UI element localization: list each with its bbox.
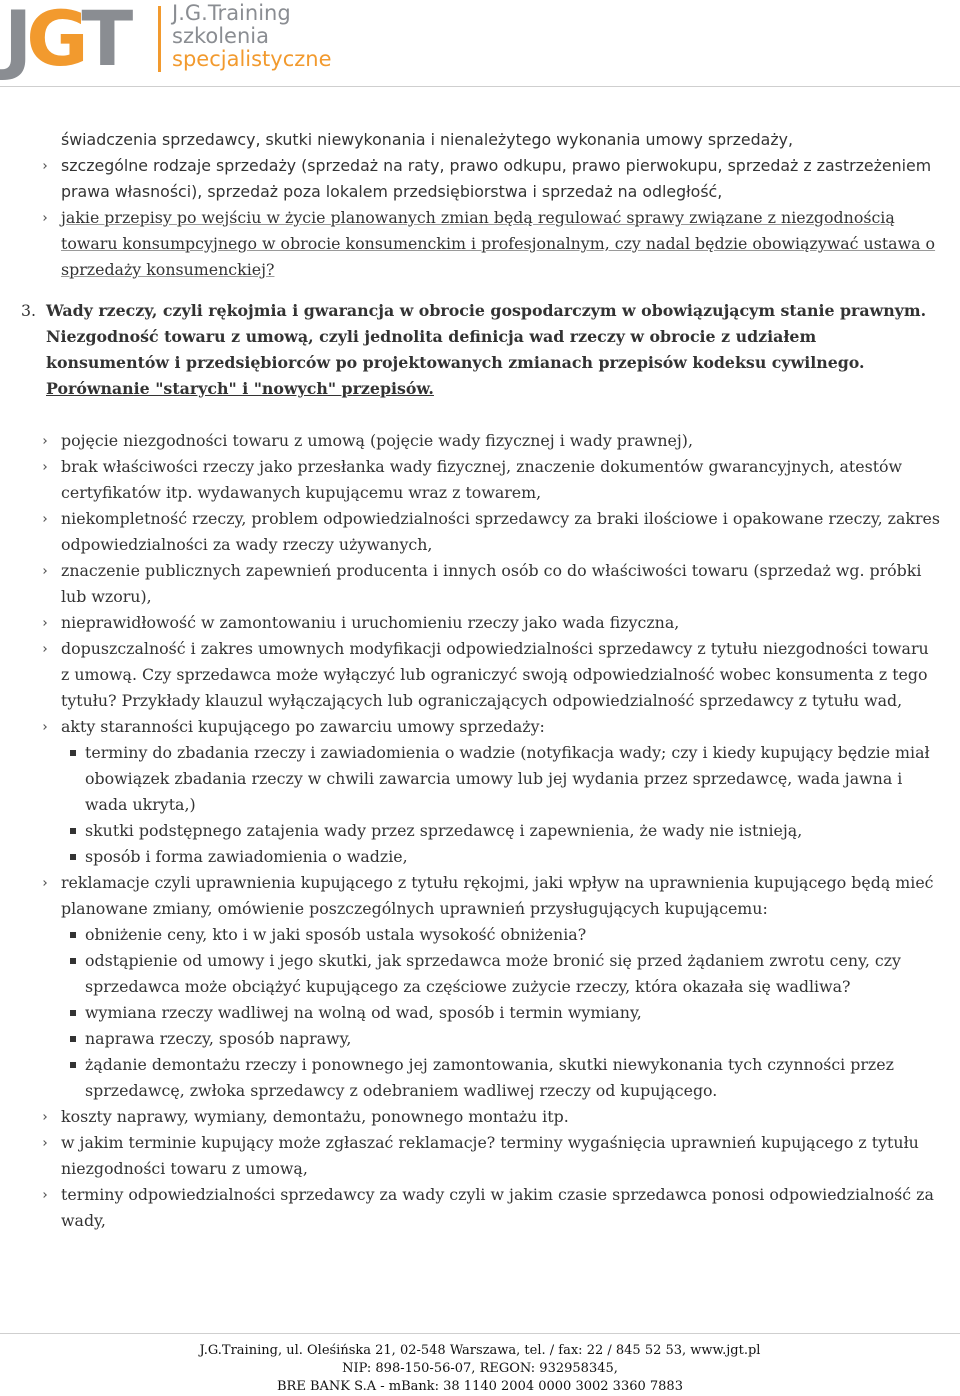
sub-list-item: odstąpienie od umowy i jego skutki, jak sprzedawca może bronić się przed żądaniem zwrotu ceny, czy sprzedawca może obciążyć kupującego za częściowe zużycie rzeczy, która okazała się wadliwa?	[0, 948, 960, 1000]
list-item: terminy odpowiedzialności sprzedawcy za wady czyli w jakim czasie sprzedawca ponosi odpowiedzialność za wady,	[0, 1182, 960, 1234]
list-item: szczególne rodzaje sprzedaży (sprzedaż na raty, prawo odkupu, prawo pierwokupu, sprzedaż z zastrzeżeniem prawa własności), sprzedaż poza lokalem przedsiębiorstwa i sprzedaż na odległość,	[0, 153, 960, 205]
logo-divider	[158, 6, 161, 72]
diligence-sublist	[0, 740, 960, 870]
intro-list	[0, 127, 960, 283]
list-item: pojęcie niezgodności towaru z umową (pojęcie wady fizycznej i wady prawnej),	[0, 428, 960, 454]
comparison-link[interactable]: Porównanie "starych" i "nowych" przepisów.	[46, 379, 434, 398]
header-divider	[0, 86, 960, 87]
chevron-right-icon	[41, 568, 47, 574]
list-item: akty staranności kupującego po zawarciu umowy sprzedaży:	[0, 714, 960, 740]
chevron-right-icon	[41, 163, 47, 169]
section-3-heading	[0, 298, 960, 402]
list-item: niekompletność rzeczy, problem odpowiedzialności sprzedawcy za braki ilościowe i opakowane rzeczy, zakres odpowiedzialności za wady rzeczy używanych,	[0, 506, 960, 558]
section-3-list	[0, 428, 960, 740]
square-bullet-icon	[70, 1062, 76, 1068]
list-item: nieprawidłowość w zamontowaniu i uruchomieniu rzeczy jako wada fizyczna,	[0, 610, 960, 636]
chevron-right-icon	[41, 620, 47, 626]
chevron-right-icon	[41, 516, 47, 522]
footer-bank-account: BRE BANK S.A - mBank: 38 1140 2004 0000 3002 3360 7883	[277, 1379, 683, 1394]
chevron-right-icon	[41, 1192, 47, 1198]
jgt-logo: JGT	[4, 0, 128, 83]
section-number: 3.	[21, 301, 37, 320]
logo-tagline-1: szkolenia	[172, 24, 269, 48]
sub-list-item: terminy do zbadania rzeczy i zawiadomienia o wadzie (notyfikacja wady; czy i kiedy kupujący będzie miał obowiązek zbadania rzeczy w chwili zawarcia umowy lub jej wydania przez sprzedawcę, wada jawna i wada ukryta,)	[0, 740, 960, 818]
logo-wordmark	[172, 2, 332, 71]
square-bullet-icon	[70, 958, 76, 964]
chevron-right-icon	[41, 1114, 47, 1120]
square-bullet-icon	[70, 750, 76, 756]
sub-list-item: sposób i forma zawiadomienia o wadzie,	[0, 844, 960, 870]
list-item: w jakim terminie kupujący może zgłaszać reklamacje? terminy wygaśnięcia uprawnień kupującego z tytułu niezgodności towaru z umową,	[0, 1130, 960, 1182]
chevron-right-icon	[41, 724, 47, 730]
page-header	[0, 0, 960, 90]
list-item: brak właściwości rzeczy jako przesłanka wady fizycznej, znaczenie dokumentów gwarancyjnych, atestów certyfikatów itp. wydawanych kupującemu wraz z towarem,	[0, 454, 960, 506]
list-item	[0, 205, 960, 283]
footer-divider	[0, 1333, 960, 1334]
sub-list-item: skutki podstępnego zatajenia wady przez sprzedawcę i zapewnienia, że wady nie istnieją,	[0, 818, 960, 844]
list-item: świadczenia sprzedawcy, skutki niewykonania i nienależytego wykonania umowy sprzedaży,	[61, 130, 793, 149]
chevron-right-icon	[41, 438, 47, 444]
question-link[interactable]: jakie przepisy po wejściu w życie planowanych zmian będą regulować sprawy związane z niezgodnością towaru konsumpcyjnego w obrocie konsumenckim i profesjonalnym, czy nadal będzie obowiązywać ustawa o sprzedaży konsumenckiej?	[61, 208, 936, 279]
chevron-right-icon	[41, 215, 47, 221]
footer-address: J.G.Training, ul. Oleśińska 21, 02-548 Warszawa, tel. / fax: 22 / 845 52 53, www.jgt.pl	[199, 1343, 761, 1358]
square-bullet-icon	[70, 932, 76, 938]
logo-tagline-2: specjalistyczne	[172, 47, 332, 71]
chevron-right-icon	[41, 646, 47, 652]
footer-tax-ids: NIP: 898-150-56-07, REGON: 932958345,	[342, 1361, 618, 1376]
page-footer	[0, 1342, 960, 1396]
chevron-right-icon	[41, 1140, 47, 1146]
sub-list-item: wymiana rzeczy wadliwej na wolną od wad, sposób i termin wymiany,	[0, 1000, 960, 1026]
square-bullet-icon	[70, 1036, 76, 1042]
square-bullet-icon	[70, 854, 76, 860]
chevron-right-icon	[41, 880, 47, 886]
list-item: koszty naprawy, wymiany, demontażu, ponownego montażu itp.	[0, 1104, 960, 1130]
square-bullet-icon	[70, 1010, 76, 1016]
list-item: znaczenie publicznych zapewnień producenta i innych osób co do właściwości towaru (sprzedaż wg. próbki lub wzoru),	[0, 558, 960, 610]
section-3-list-cont	[0, 870, 960, 922]
section-title: Wady rzeczy, czyli rękojmia i gwarancja w obrocie gospodarczym w obowiązującym stanie prawnym. Niezgodność towaru z umową, czyli jednolita definicja wad rzeczy w obrocie z udziałem konsumentów i przedsiębiorców po projektowanych zmianach przepisów kodeksu cywilnego.	[46, 301, 927, 372]
sub-list-item: obniżenie ceny, kto i w jaki sposób ustala wysokość obniżenia?	[0, 922, 960, 948]
sub-list-item: naprawa rzeczy, sposób naprawy,	[0, 1026, 960, 1052]
document-content	[0, 127, 960, 1234]
sub-list-item: żądanie demontażu rzeczy i ponownego jej zamontowania, skutki niewykonania tych czynności przez sprzedawcę, zwłoka sprzedawcy z odebraniem wadliwej rzeczy od kupującego.	[0, 1052, 960, 1104]
chevron-right-icon	[41, 464, 47, 470]
square-bullet-icon	[70, 828, 76, 834]
list-item: reklamacje czyli uprawnienia kupującego z tytułu rękojmi, jaki wpływ na uprawnienia kupującego będą mieć planowane zmiany, omówienie poszczególnych uprawnień przysługujących kupującemu:	[0, 870, 960, 922]
list-item: dopuszczalność i zakres umownych modyfikacji odpowiedzialności sprzedawcy z tytułu niezgodności towaru z umową. Czy sprzedawca może wyłączyć lub ograniczyć swoją odpowiedzialność wobec konsumenta z tego tytułu? Przykłady klauzul wyłączających lub ograniczających odpowiedzialność sprzedawcy z tytułu wad,	[0, 636, 960, 714]
complaints-sublist	[0, 922, 960, 1104]
section-3-list-end	[0, 1104, 960, 1234]
logo-company-name: J.G.Training	[172, 1, 291, 25]
